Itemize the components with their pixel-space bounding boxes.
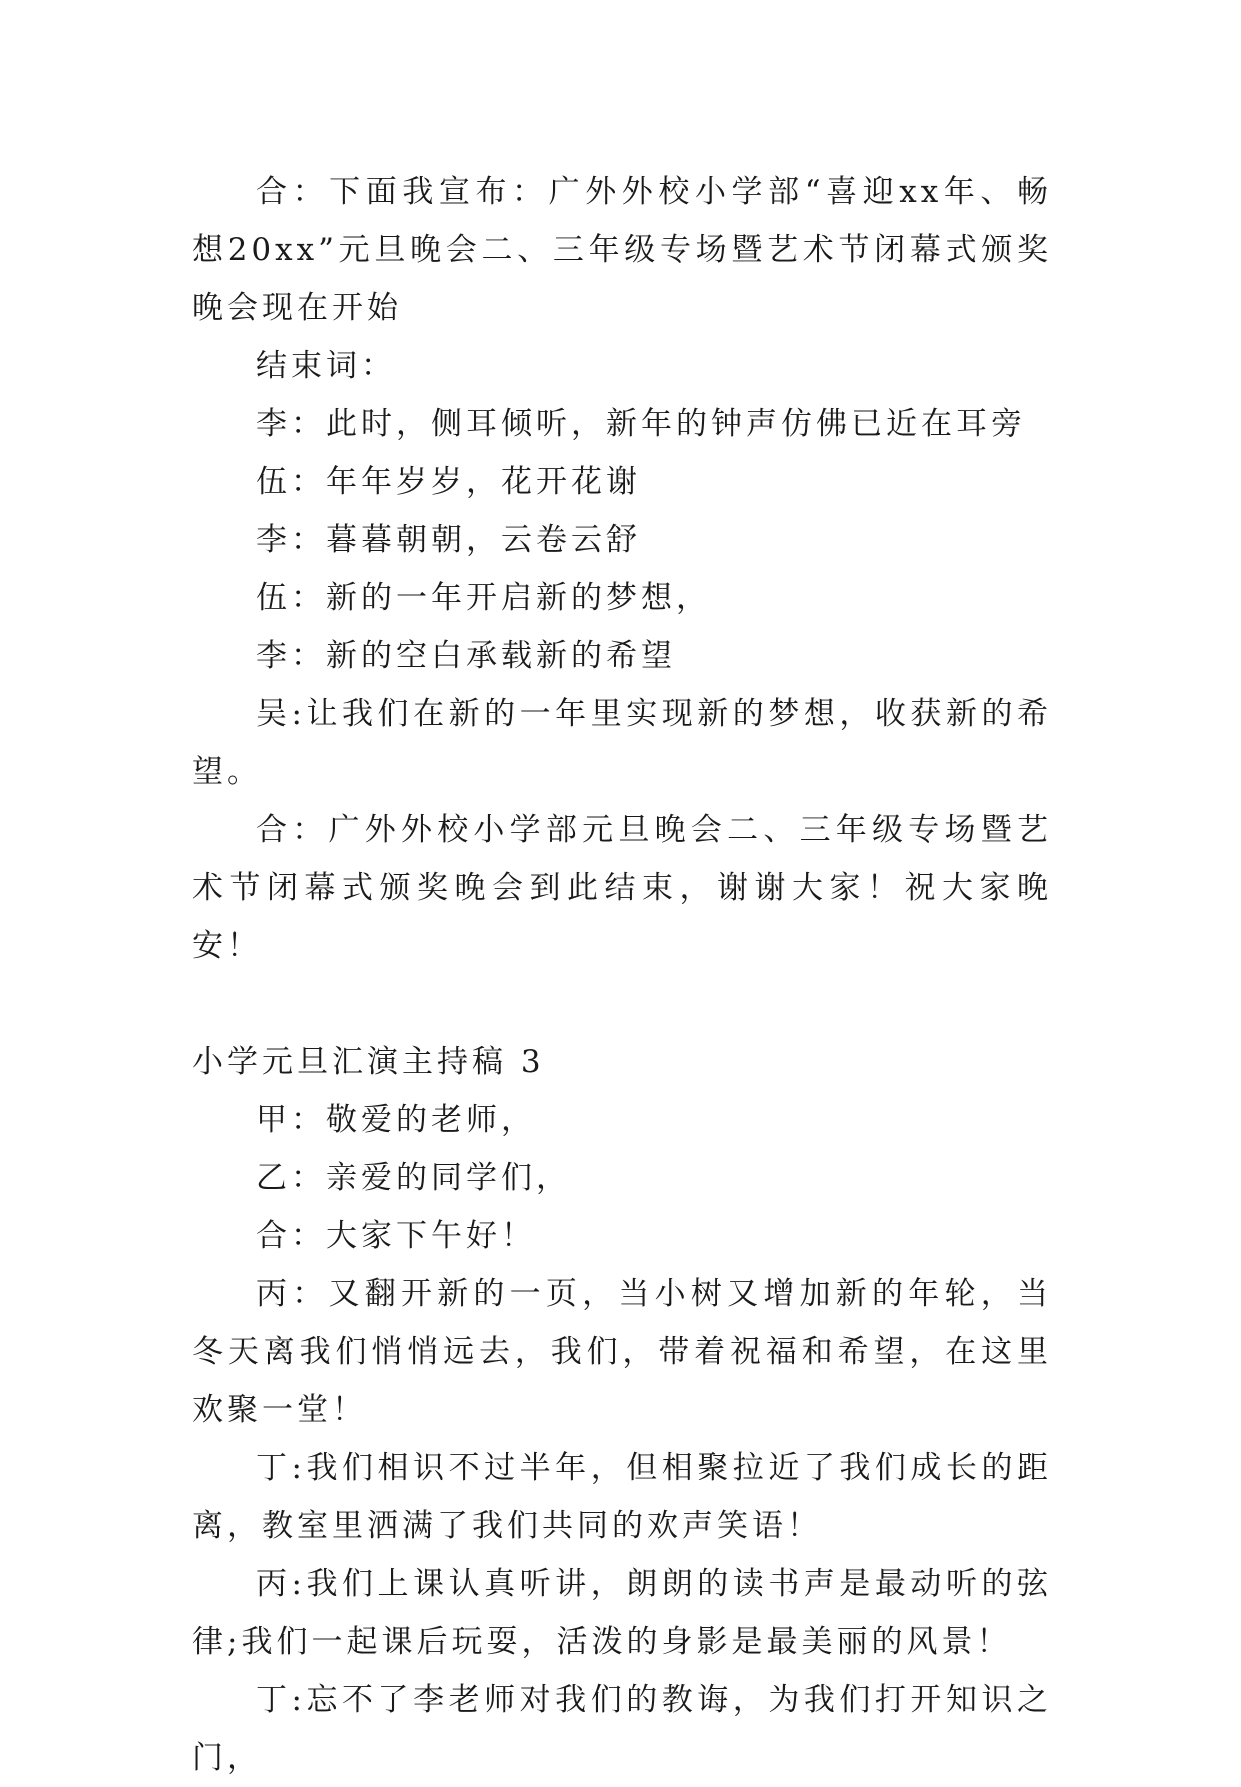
paragraph: 乙：亲爱的同学们， xyxy=(256,1160,571,1196)
paragraph: 合：下面我宣布：广外外校小学部“喜迎xx年、畅想20xx”元旦晚会二、三年级专场暨艺术节闭幕式颁奖晚会现在开始 xyxy=(192,174,1052,326)
paragraph: 伍：年年岁岁，花开花谢 xyxy=(256,464,641,500)
paragraph: 吴:让我们在新的一年里实现新的梦想，收获新的希望。 xyxy=(192,696,1052,790)
paragraph: 合：大家下午好！ xyxy=(256,1218,536,1254)
blank-line xyxy=(192,975,1052,1033)
section-opening-closing xyxy=(192,163,1052,975)
section-script-3 xyxy=(192,1033,1052,1787)
paragraph: 李：暮暮朝朝，云卷云舒 xyxy=(256,522,641,558)
paragraph: 合：广外外校小学部元旦晚会二、三年级专场暨艺术节闭幕式颁奖晚会到此结束，谢谢大家！祝大家晚安！ xyxy=(192,812,1052,964)
paragraph: 李：新的空白承载新的希望 xyxy=(256,638,676,674)
paragraph: 丙：又翻开新的一页，当小树又增加新的年轮，当冬天离我们悄悄远去，我们，带着祝福和希望，在这里欢聚一堂！ xyxy=(192,1276,1052,1428)
paragraph: 甲：敬爱的老师， xyxy=(256,1102,536,1138)
paragraph: 结束词： xyxy=(256,348,396,384)
paragraph: 丁:忘不了李老师对我们的教诲，为我们打开知识之门， xyxy=(192,1682,1052,1776)
paragraph: 李：此时，侧耳倾听，新年的钟声仿佛已近在耳旁 xyxy=(256,406,1026,442)
document-page xyxy=(192,163,1052,1787)
paragraph: 伍：新的一年开启新的梦想， xyxy=(256,580,711,616)
section-title: 小学元旦汇演主持稿 3 xyxy=(192,1044,545,1080)
paragraph: 丙:我们上课认真听讲，朗朗的读书声是最动听的弦律;我们一起课后玩耍，活泼的身影是最美丽的风景！ xyxy=(192,1566,1052,1660)
paragraph: 丁:我们相识不过半年，但相聚拉近了我们成长的距离，教室里洒满了我们共同的欢声笑语！ xyxy=(192,1450,1052,1544)
